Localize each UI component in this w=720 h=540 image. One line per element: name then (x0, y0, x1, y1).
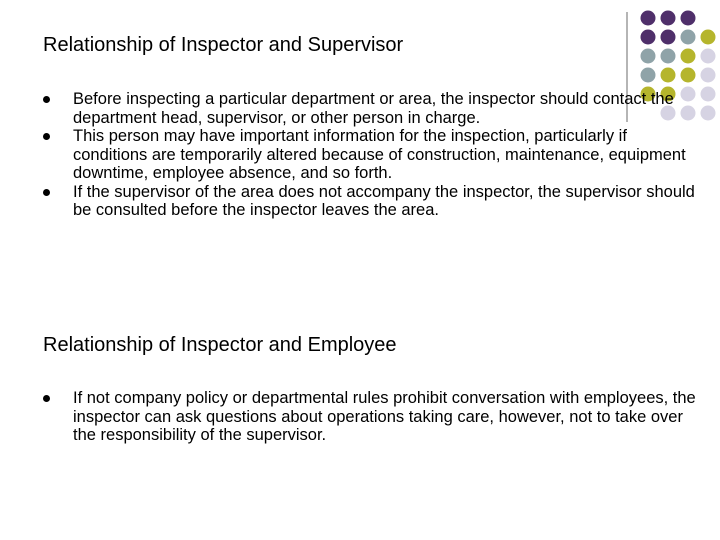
decorative-dot (681, 68, 696, 83)
list-item (43, 90, 703, 127)
supervisor-bullet-list (43, 90, 703, 220)
decorative-dot (661, 30, 676, 45)
list-item (43, 127, 703, 183)
decorative-dot (681, 30, 696, 45)
list-item (43, 183, 703, 220)
decorative-dot (661, 11, 676, 26)
section-title-supervisor: Relationship of Inspector and Supervisor (43, 34, 404, 56)
employee-bullet-list (43, 389, 703, 445)
decorative-dot (661, 49, 676, 64)
list-item (43, 389, 703, 445)
section-title-employee: Relationship of Inspector and Employee (43, 334, 397, 356)
list-item-text: If not company policy or departmental rules prohibit conversation with employees, the inspector can ask questions about operations taking care, however, not to take over the responsibility of the supervisor. (73, 389, 696, 444)
bullet-icon (43, 133, 50, 140)
decorative-dot (681, 11, 696, 26)
bullet-icon (43, 96, 50, 103)
decorative-dot (641, 68, 656, 83)
list-item-text: Before inspecting a particular department or area, the inspector should contact the department head, supervisor, or other person in charge. (73, 90, 674, 127)
decorative-dot (661, 68, 676, 83)
decorative-dot (681, 49, 696, 64)
list-item-text: If the supervisor of the area does not accompany the inspector, the supervisor should be consulted before the inspector leaves the area. (73, 182, 695, 219)
decorative-dot (641, 49, 656, 64)
list-item-text: This person may have important information for the inspection, particularly if conditions are temporarily altered because of construction, maintenance, equipment downtime, employee absence, and so forth. (73, 127, 686, 182)
bullet-icon (43, 189, 50, 196)
decorative-dot (641, 30, 656, 45)
decorative-dot (701, 68, 716, 83)
decorative-dot (701, 30, 716, 45)
bullet-icon (43, 395, 50, 402)
decorative-dot (701, 49, 716, 64)
decorative-dot (641, 11, 656, 26)
